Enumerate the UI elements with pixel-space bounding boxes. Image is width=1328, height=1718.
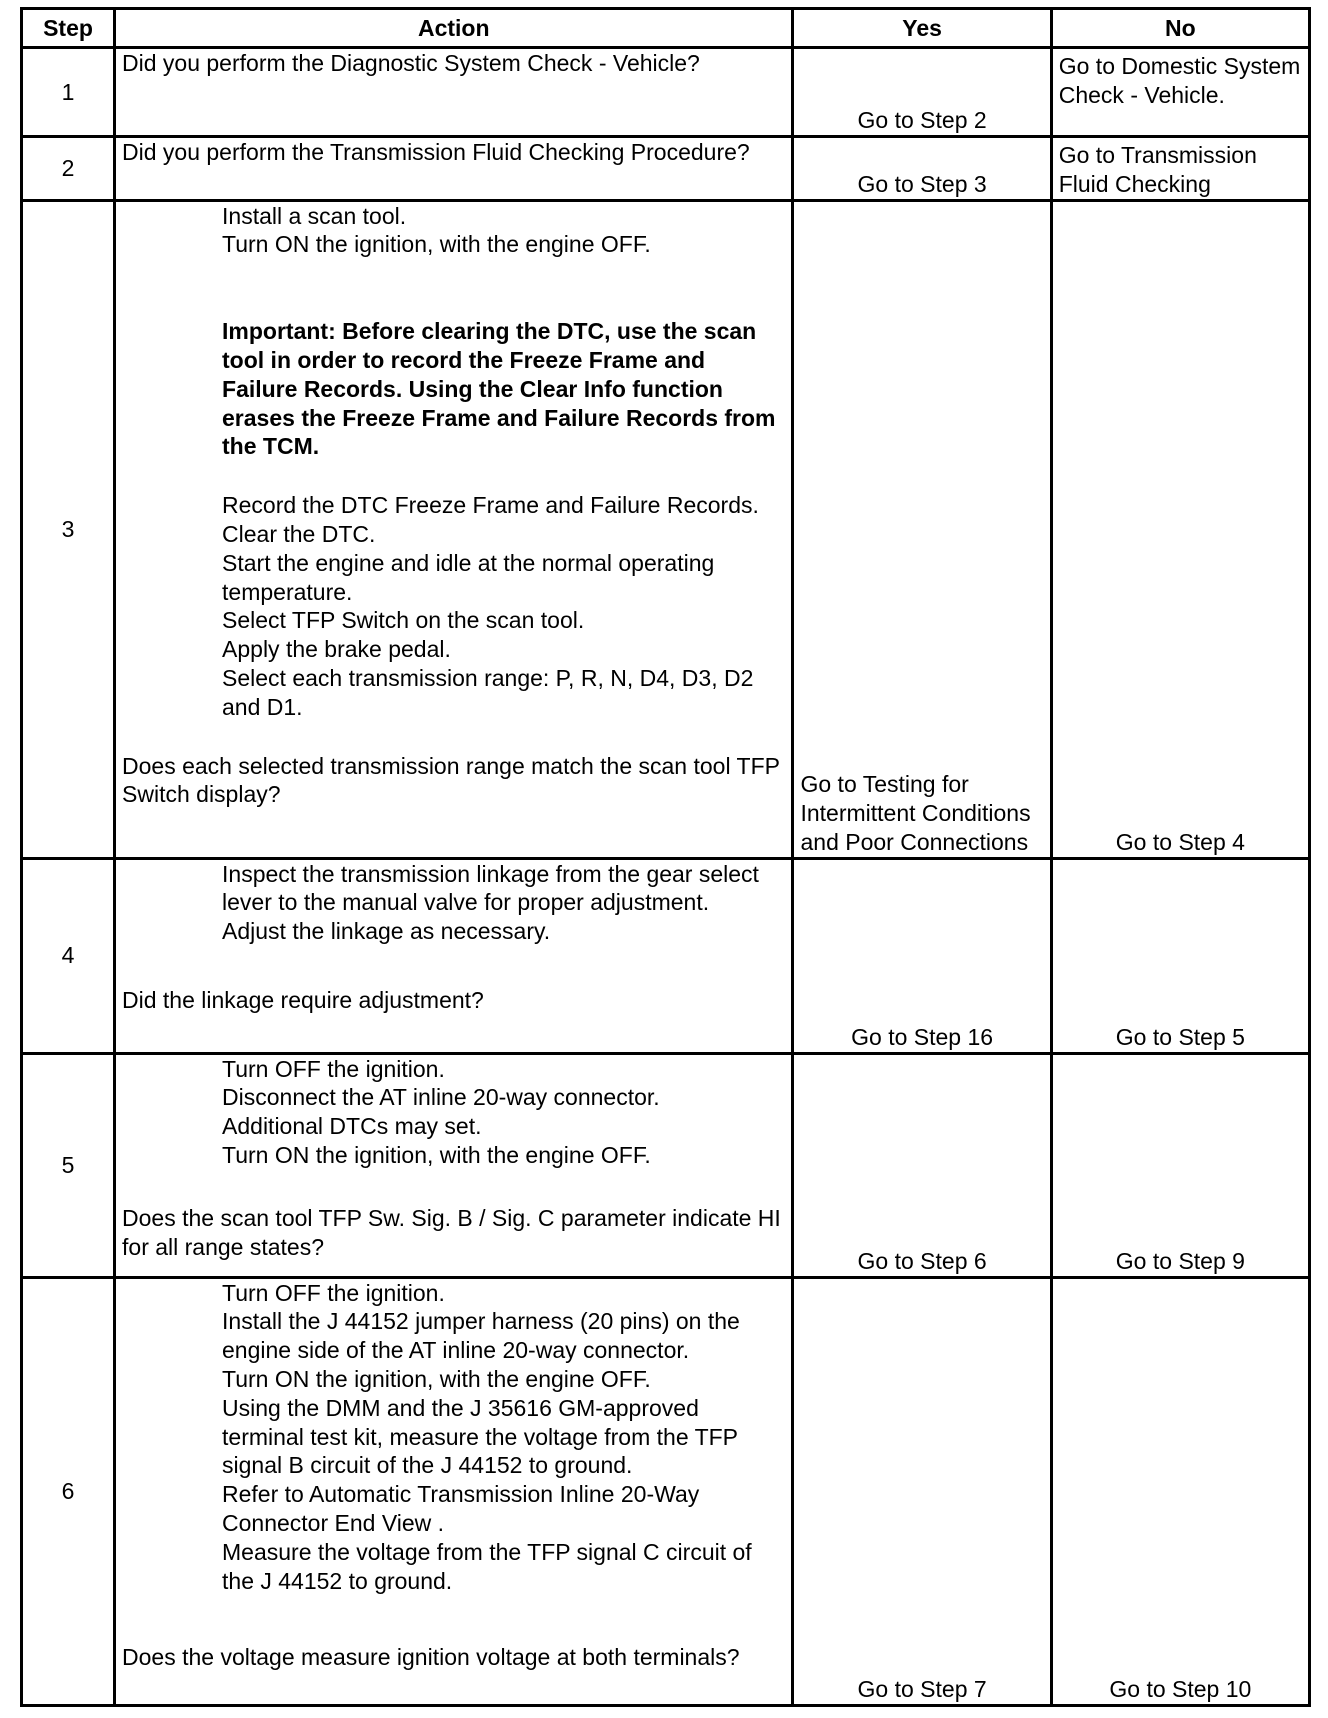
action-item: Additional DTCs may set.	[222, 1113, 482, 1140]
question-text: Does each selected transmission range match the scan tool TFP Switch display?	[122, 752, 780, 808]
action-item: Adjust the linkage as necessary.	[222, 918, 551, 945]
important-note: Important: Before clearing the DTC, use the scan tool in order to record the Freeze Frame and Failure Records. Using the Clear Info function erases the Freeze Frame and Failure Records from the TCM.	[222, 318, 776, 460]
action-item: Inspect the transmission linkage from the gear select lever to the manual valve for proper adjustment.	[222, 860, 759, 916]
table-row-step-6	[22, 1277, 1310, 1705]
action-cell	[115, 1053, 793, 1277]
action-item: Apply the brake pedal.	[222, 636, 451, 663]
header-action: Action	[115, 9, 793, 48]
step-number: 1	[22, 48, 115, 137]
action-item: Turn ON the ignition, with the engine OFF.	[222, 1141, 651, 1168]
diagnostic-table	[20, 7, 1311, 1707]
question-text: Did you perform the Diagnostic System Check - Vehicle?	[122, 50, 700, 76]
action-item: Turn ON the ignition, with the engine OFF.	[222, 231, 651, 258]
action-item: Disconnect the AT inline 20-way connector.	[222, 1084, 660, 1111]
action-item: Measure the voltage from the TFP signal C circuit of the J 44152 to ground.	[222, 1538, 752, 1594]
step-number: 4	[22, 858, 115, 1053]
header-yes: Yes	[793, 9, 1051, 48]
action-item: Turn OFF the ignition.	[222, 1279, 445, 1306]
question-text: Does the scan tool TFP Sw. Sig. B / Sig. C parameter indicate HI for all range states?	[122, 1204, 781, 1260]
action-item: Install the J 44152 jumper harness (20 pins) on the engine side of the AT inline 20-way connector.	[222, 1308, 740, 1364]
step-number: 2	[22, 137, 115, 201]
no-cell: Go to Step 10	[1051, 1277, 1309, 1705]
step-number: 5	[22, 1053, 115, 1277]
action-cell	[115, 137, 793, 201]
header-no: No	[1051, 9, 1309, 48]
step-number: 3	[22, 200, 115, 858]
action-item: Refer to Automatic Transmission Inline 20-Way Connector End View .	[222, 1481, 700, 1536]
question-text: Does the voltage measure ignition voltage at both terminals?	[122, 1644, 740, 1671]
action-item: Install a scan tool.	[222, 202, 407, 229]
question-text: Did you perform the Transmission Fluid Checking Procedure?	[122, 139, 750, 165]
action-item: Select each transmission range: P, R, N, D4, D3, D2 and D1.	[222, 664, 754, 720]
no-cell: Go to Domestic System Check - Vehicle.	[1051, 48, 1309, 137]
action-cell	[115, 858, 793, 1053]
action-list	[122, 1279, 785, 1596]
yes-cell: Go to Step 2	[793, 48, 1051, 137]
yes-cell: Go to Step 3	[793, 137, 1051, 201]
action-cell	[115, 200, 793, 858]
action-list	[122, 1055, 785, 1170]
yes-cell: Go to Testing for Intermittent Conditions and Poor Connections	[793, 200, 1051, 858]
table-row-step-2	[22, 137, 1310, 201]
table-row-step-4	[22, 858, 1310, 1053]
action-item: Turn ON the ignition, with the engine OFF.	[222, 1365, 651, 1392]
table-row-step-5	[22, 1053, 1310, 1277]
no-cell: Go to Step 5	[1051, 858, 1309, 1053]
action-list	[122, 202, 785, 722]
action-item: Turn OFF the ignition.	[222, 1055, 445, 1082]
action-cell	[115, 48, 793, 137]
header-step: Step	[22, 9, 115, 48]
no-cell: Go to Step 9	[1051, 1053, 1309, 1277]
action-cell	[115, 1277, 793, 1705]
yes-cell: Go to Step 7	[793, 1277, 1051, 1705]
step-number: 6	[22, 1277, 115, 1705]
table-row-step-3	[22, 200, 1310, 858]
table-header-row	[22, 9, 1310, 48]
no-cell: Go to Step 4	[1051, 200, 1309, 858]
no-cell: Go to Transmission Fluid Checking	[1051, 137, 1309, 201]
action-list	[122, 860, 785, 946]
action-item: Start the engine and idle at the normal operating temperature.	[222, 549, 715, 605]
action-item: Record the DTC Freeze Frame and Failure Records.	[222, 492, 759, 519]
action-item: Using the DMM and the J 35616 GM-approved terminal test kit, measure the voltage from the TFP signal B circuit of the J 44152 to ground.	[222, 1394, 738, 1479]
action-item: Clear the DTC.	[222, 520, 376, 547]
action-item: Select TFP Switch on the scan tool.	[222, 607, 585, 634]
yes-cell: Go to Step 16	[793, 858, 1051, 1053]
yes-cell: Go to Step 6	[793, 1053, 1051, 1277]
table-row-step-1	[22, 48, 1310, 137]
question-text: Did the linkage require adjustment?	[122, 986, 484, 1013]
